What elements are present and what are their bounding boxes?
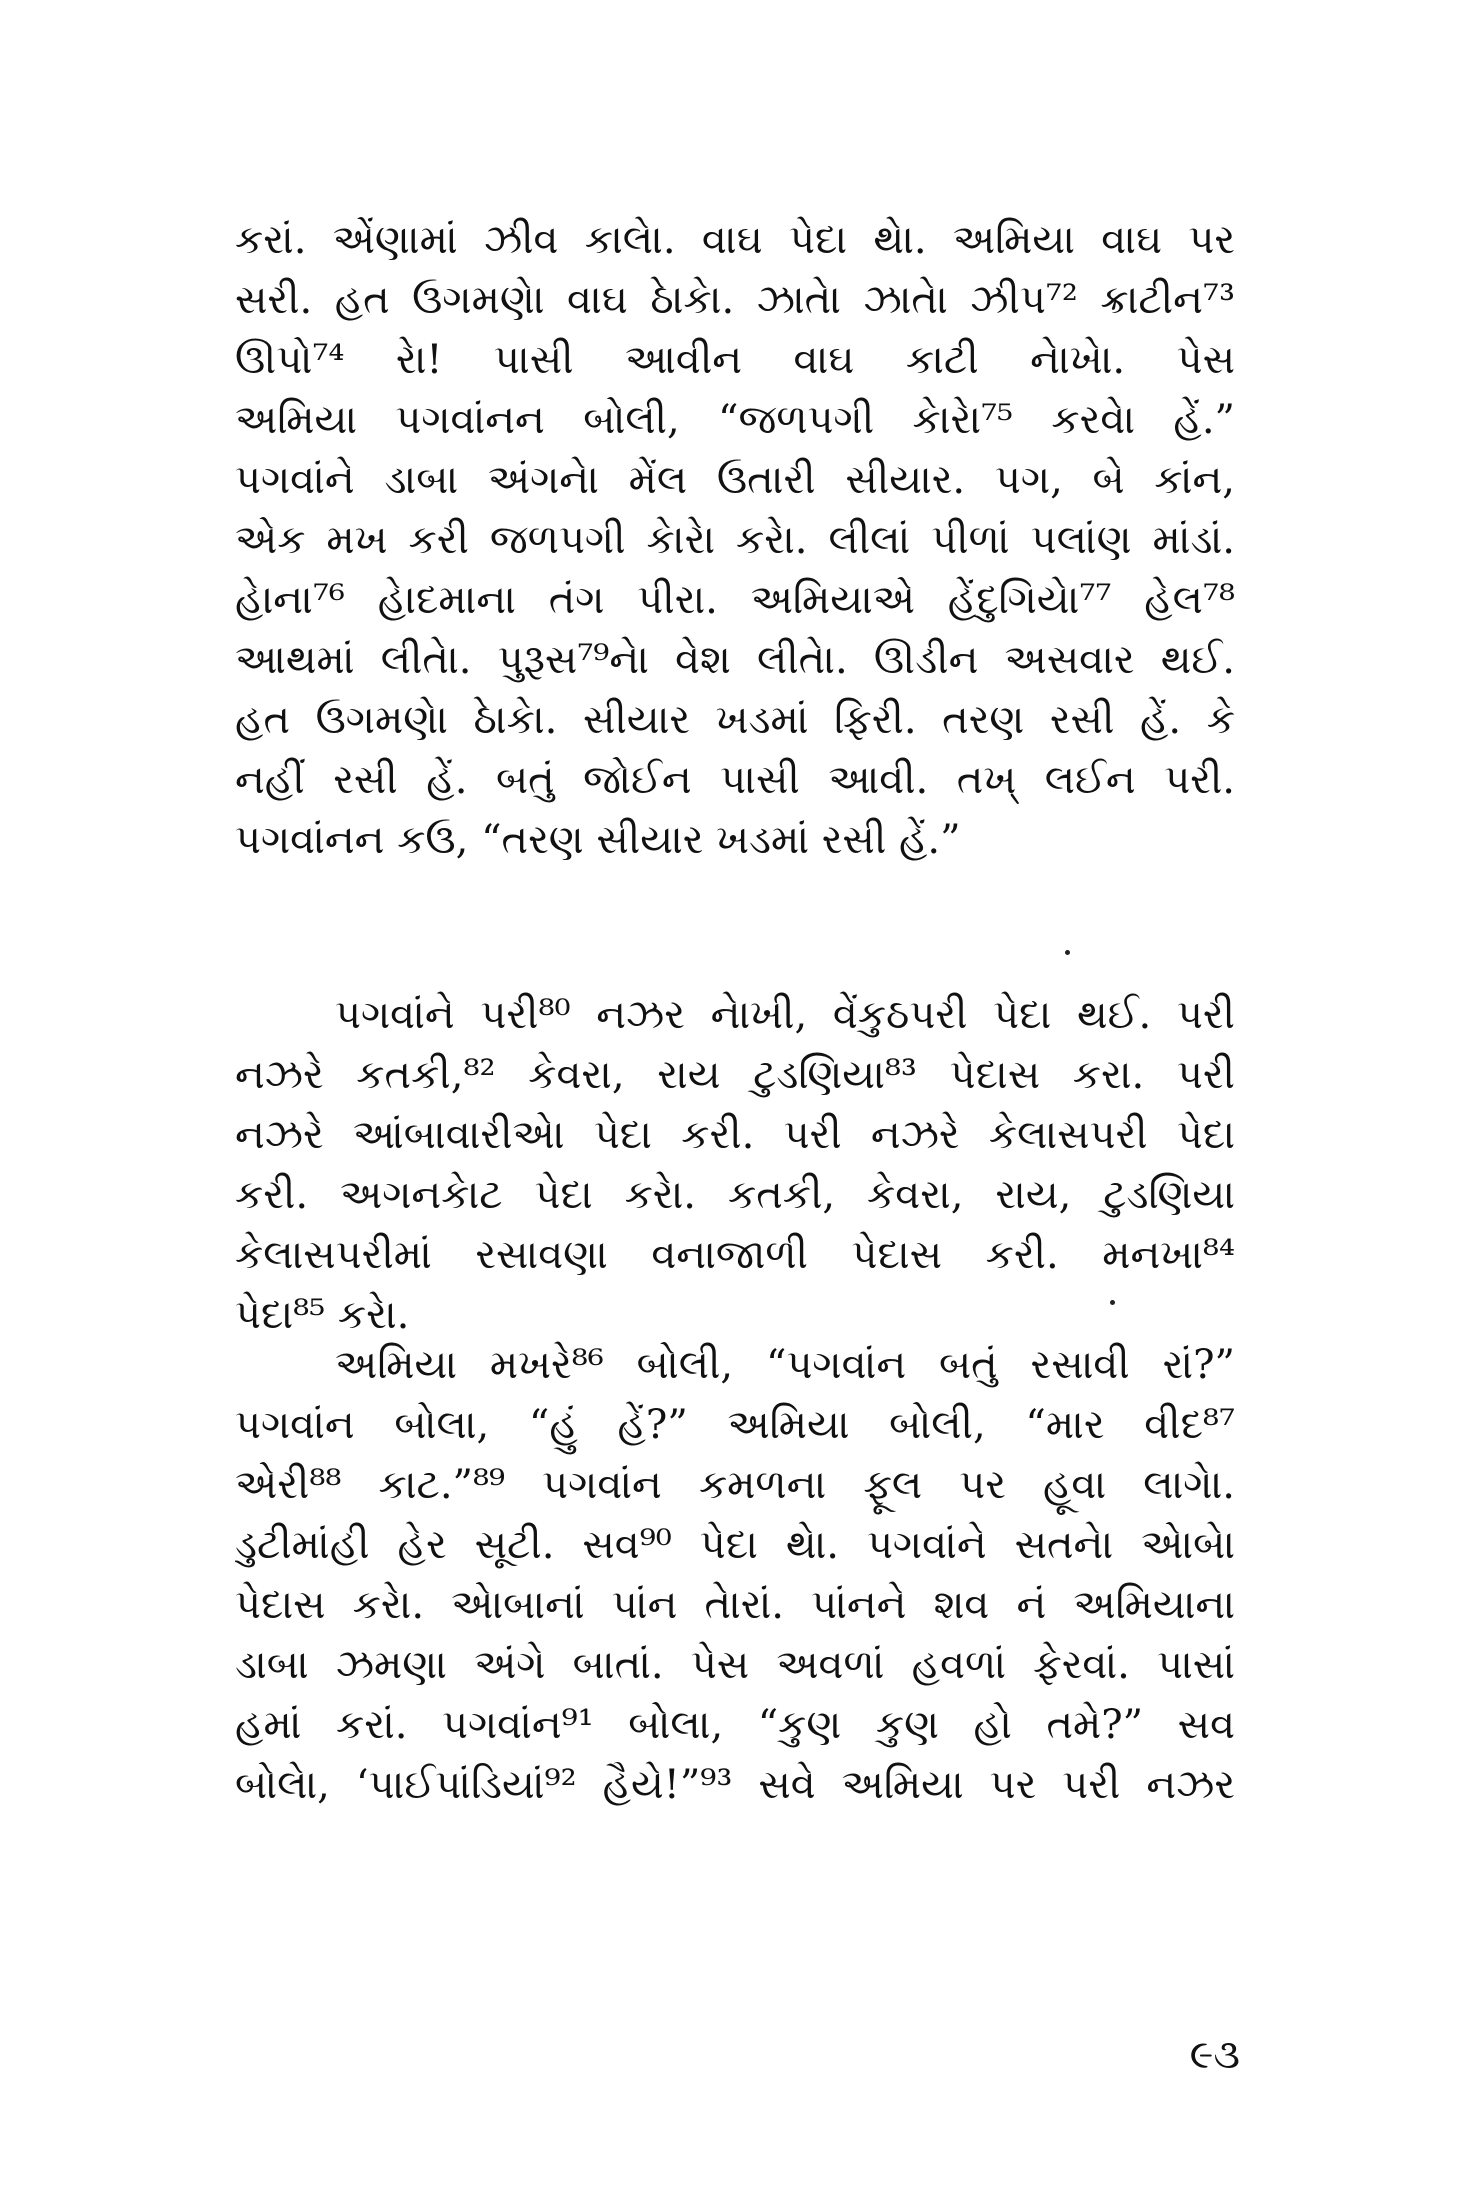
text-line: પગવાંનન કઉ, “તરણ સીયાર ખડમાં રસી હેં.” xyxy=(235,817,961,863)
text-line: પગવાંને પરી⁸⁰ નઝર નેાખી, વેંકુઠપરી પેદા થઈ. પરી xyxy=(335,992,1235,1038)
stray-print-dot xyxy=(1065,950,1070,955)
text-line: કરી. અગનકેાટ પેદા કરેા. કતકી, કેવરા, રાય, ટુડણિયા xyxy=(235,1172,1235,1218)
text-line: નહીં રસી હેં. બતું જોઈન પાસી આવી. તખ્ લઈન પરી. xyxy=(235,757,1235,803)
text-line: આથમાં લીતેા. પુરૂસ⁷⁹નેા વેશ લીતેા. ઊડીન અસવાર થઈ. xyxy=(235,637,1235,683)
text-line: અમિયા પગવાંનન બોલી, “જળપગી કેારેા⁷⁵ કરવેા હેં.” xyxy=(235,397,1235,443)
text-line: નઝરે આંબાવારીએા પેદા કરી. પરી નઝરે કેલાસપરી પેદા xyxy=(235,1112,1235,1158)
text-line: પગવાંને ડાબા અંગનેા મેંલ ઉતારી સીયાર. પગ, બે કાંન, xyxy=(235,457,1235,503)
text-line: હત ઉગમણેા ઠેાકેા. સીયાર ખડમાં ફિરી. તરણ રસી હેં. કે xyxy=(235,697,1235,743)
text-line: બોલેા, ‘પાઈપાંડિયાં⁹² હૈયે!”⁹³ સવે અમિયા પર પરી નઝર xyxy=(235,1762,1235,1808)
paragraph-1 xyxy=(235,210,1235,870)
text-line: પગવાંન બોલા, “હું હેં?” અમિયા બોલી, “માર વીદ⁸⁷ xyxy=(235,1402,1235,1448)
text-line: સરી. હત ઉગમણેા વાઘ ઠેાકેા. ઝાતેા ઝાતેા ઝીપ⁷² ક્રાટીન⁷³ xyxy=(235,277,1235,323)
text-line: કરાં. એંણામાં ઝીવ કાલેા. વાઘ પેદા થેા. અમિયા વાઘ પર xyxy=(235,217,1235,263)
text-line: પેદાસ કરેા. એાબાનાં પાંન તેારાં. પાંનને શવ નં અમિયાના xyxy=(235,1582,1235,1628)
text-line: હેાના⁷⁶ હેાદમાના તંગ પીરા. અમિયાએ હેંદુગિયેા⁷⁷ હેલ⁷⁸ xyxy=(235,577,1235,623)
text-line: હમાં કરાં. પગવાંન⁹¹ બોલા, “કુણ કુણ હો તમે?” સવ xyxy=(235,1702,1235,1748)
text-line: પેદા⁸⁵ કરેા. xyxy=(235,1292,410,1338)
text-line: ડુટીમાંહી હેર સૂટી. સવ⁹⁰ પેદા થેા. પગવાંને સતનેા એાબેા xyxy=(235,1522,1235,1568)
text-line: કેલાસપરીમાં રસાવણા વનાજાળી પેદાસ કરી. મનખા⁸⁴ xyxy=(235,1232,1235,1278)
text-line: નઝરે કતકી,⁸² કેવરા, રાય ટુડણિયા⁸³ પેદાસ કરા. પરી xyxy=(235,1052,1235,1098)
paragraph-3 xyxy=(235,1335,1235,1815)
text-line: ડાબા ઝમણા અંગે બાતાં. પેસ અવળાં હવળાં ફેરવાં. પાસાં xyxy=(235,1642,1235,1688)
text-line: ઊપો⁷⁴ રેા! પાસી આવીન વાઘ કાટી નેાખેા. પેસ xyxy=(235,337,1235,383)
stray-print-dot xyxy=(1110,1300,1115,1305)
paragraph-2 xyxy=(235,985,1235,1345)
page-number: ૯૩ xyxy=(1189,2032,1240,2078)
text-line: એક મખ કરી જળપગી કેારેા કરેા. લીલાં પીળાં પલાંણ માંડાં. xyxy=(235,517,1235,563)
text-line: એરી⁸⁸ કાટ.”⁸⁹ પગવાંન કમળના ફૂલ પર હૂવા લાગેા. xyxy=(235,1462,1235,1508)
text-line: અમિયા મખરે⁸⁶ બોલી, “પગવાંન બતું રસાવી રાં?” xyxy=(335,1342,1235,1388)
